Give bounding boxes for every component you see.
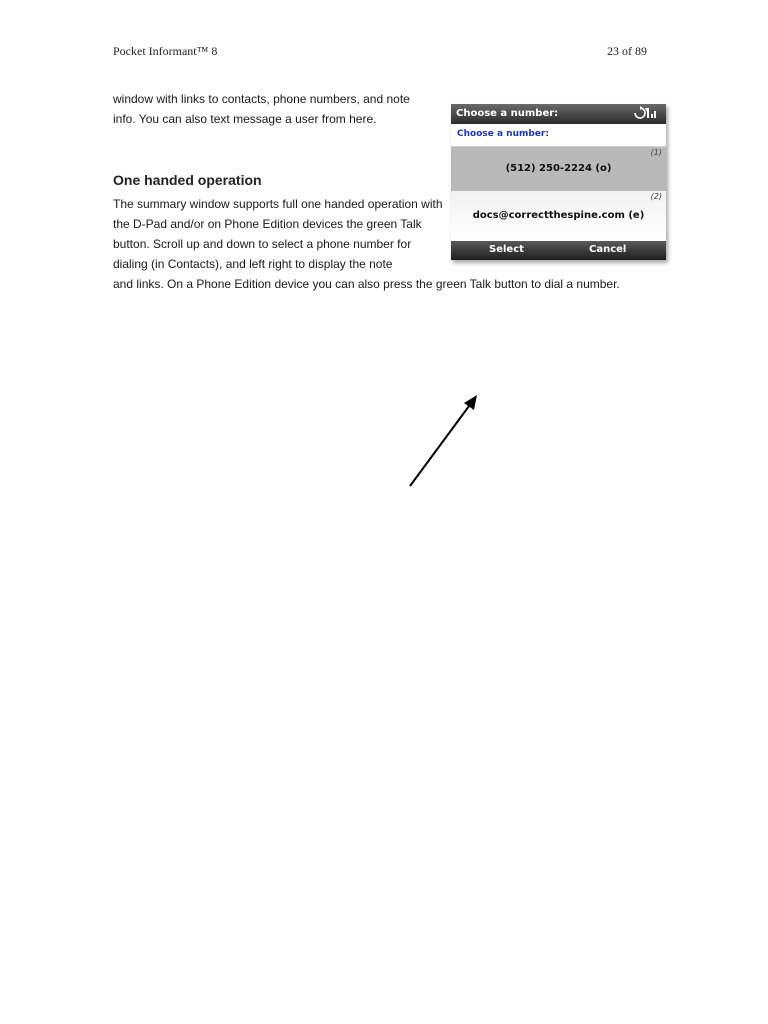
select-softkey[interactable]: Select — [489, 244, 524, 255]
phone-subtitle: Choose a number: — [457, 129, 549, 139]
number-list-item-2[interactable] — [451, 191, 666, 241]
phone-title-bar — [451, 104, 666, 124]
softkey-bar — [451, 241, 666, 260]
phone-subtitle-bar — [451, 124, 666, 147]
status-icons — [633, 106, 659, 123]
section-paragraph-continued: and links. On a Phone Edition device you can also press the green Talk button to dial a number. — [113, 277, 620, 291]
cancel-softkey[interactable]: Cancel — [589, 244, 627, 255]
section-heading: One handed operation — [113, 172, 262, 188]
item-index: (1) — [650, 148, 662, 157]
item-label: (512) 250-2224 (o) — [505, 163, 612, 174]
arrow-icon — [400, 388, 490, 492]
phone-title: Choose a number: — [456, 108, 559, 119]
section-paragraph: The summary window supports full one handed operation with the D-Pad and/or on Phone Edition devices the green Talk button. Scroll up and down to select a phone number for dialing (in Contacts), and left right to display the note — [113, 197, 443, 271]
item-label: docs@correctthespine.com (e) — [472, 210, 645, 221]
number-list-item-1[interactable] — [451, 147, 666, 191]
phone-screenshot — [451, 104, 666, 260]
page-number: 23 of 89 — [607, 44, 647, 58]
intro-paragraph: window with links to contacts, phone numbers, and note info. You can also text message a user from here. — [113, 92, 410, 126]
signal-icon — [633, 106, 659, 120]
page-header-title: Pocket Informant™ 8 — [113, 44, 218, 58]
item-index: (2) — [650, 192, 662, 201]
